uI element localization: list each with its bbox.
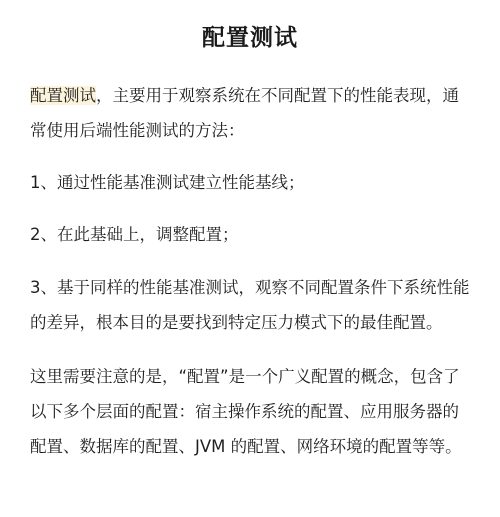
highlighted-term: 配置测试 bbox=[30, 86, 96, 105]
step-2: 2、在此基础上，调整配置； bbox=[30, 225, 239, 244]
step-1: 1、通过性能基准测试建立性能基线； bbox=[30, 173, 305, 192]
article-title: 配置测试 bbox=[202, 25, 298, 51]
note-paragraph: 这里需要注意的是，“配置”是一个广义配置的概念，包含了以下多个层面的配置：宿主操作系统的配置、应用服务器的配置、数据库的配置、JVM 的配置、网络环境的配置等等。 bbox=[30, 367, 462, 456]
step-3: 3、基于同样的性能基准测试，观察不同配置条件下系统性能的差异，根本目的是要找到特定压力模式下的最佳配置。 bbox=[30, 278, 470, 332]
intro-text: ，主要用于观察系统在不同配置下的性能表现，通常使用后端性能测试的方法： bbox=[30, 86, 459, 140]
intro-paragraph bbox=[30, 78, 470, 148]
